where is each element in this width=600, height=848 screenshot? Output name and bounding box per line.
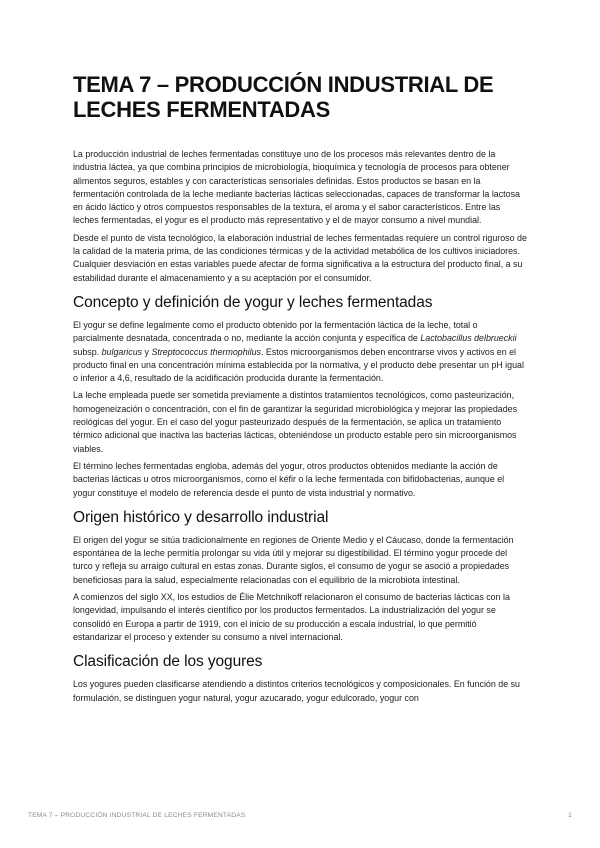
- document-page: [73, 72, 527, 705]
- concepto-paragraph-2: La leche empleada puede ser sometida previamente a distintos tratamientos tecnológicos, como pasteurización, homogeneización o concentración, con el fin de garantizar la seguridad microbiológica y mejorar las propiedades reológicas del yogur. En el caso del yogur pasteurizado después de la fermentación, se aplica un tratamiento térmico adicional que inactiva las bacterias lácticas, obteniéndose un producto estable pero sin microorganismos viables.: [73, 390, 518, 454]
- section-heading-concepto: Concepto y definición de yogur y leches fermentadas: [73, 293, 433, 311]
- text-run: subsp.: [73, 346, 102, 357]
- page-title: TEMA 7 – PRODUCCIÓN INDUSTRIAL DE LECHES FERMENTADAS: [73, 72, 494, 122]
- text-run: El yogur se define legalmente como el producto obtenido por la fermentación láctica de la leche, total o parcialmente desnatada, concentrada o no, mediante la acción conjunta y específica de: [73, 319, 478, 344]
- intro-paragraph-1: La producción industrial de leches fermentadas constituye uno de los procesos más relevantes dentro de la industria láctea, ya que combina principios de microbiología, bioquímica y tecnología de procesos para obtener alimentos seguros, estables y con características sensoriales definidas. Estos productos se basan en la fermentación controlada de la leche mediante bacterias lácticas seleccionadas, capaces de transformar la lactosa en ácido láctico y otros compuestos responsables de la textura, el aroma y el sabor característicos. Entre las leches fermentadas, el yogur es el producto más representativo y el de mayor consumo a nivel mundial.: [73, 149, 520, 226]
- origen-paragraph-1: El origen del yogur se sitúa tradicionalmente en regiones de Oriente Medio y el Cáucaso, donde la fermentación espontánea de la leche permitía prolongar su vida útil y mejorar su digestibilidad. El término yogur procede del turco y refleja su arraigo cultural en estas zonas. Durante siglos, el consumo de yogur se asoció a propiedades beneficiosas para la salud, especialmente relacionadas con el equilibrio de la microbiota intestinal.: [73, 534, 514, 585]
- text-run: y: [142, 346, 152, 357]
- intro-paragraph-2: Desde el punto de vista tecnológico, la elaboración industrial de leches fermentadas requiere un control riguroso de la calidad de la materia prima, de las condiciones térmicas y de la actividad metabólica de los cultivos iniciadores. Cualquier desviación en estas variables puede afectar de forma significativa a la estructura del producto final, a su estabilidad durante el almacenamiento y a su aceptación por el consumidor.: [73, 232, 527, 283]
- concepto-paragraph-3: El término leches fermentadas engloba, además del yogur, otros productos obtenidos mediante la acción de bacterias lácticas u otros microorganismos, como el kéfir o la leche fermentada con bifidobacterias, aunque el yogur constituye el modelo de referencia desde el punto de vista industrial y normativo.: [73, 460, 505, 498]
- clasificacion-paragraph-1: Los yogures pueden clasificarse atendiendo a distintos criterios tecnológicos y composicionales. En función de su formulación, se distinguen yogur natural, yogur azucarado, yogur edulcorado, yogur con: [73, 679, 520, 703]
- concepto-paragraph-1: [73, 319, 527, 385]
- species-name: Lactobacillus delbrueckii: [420, 333, 517, 344]
- origen-paragraph-2: A comienzos del siglo XX, los estudios de Élie Metchnikoff relacionaron el consumo de bacterias lácticas con la longevidad, impulsando el interés científico por los productos fermentados. La industrialización del yogur se consolidó en Europa a partir de 1919, con el inicio de su producción a escala industrial, lo que permitió estandarizar el proceso y extender su consumo a nivel internacional.: [73, 592, 510, 642]
- page-number: 1: [568, 812, 572, 819]
- species-name: bulgaricus: [101, 346, 143, 357]
- text-run: . Estos microorganismos deben encontrarse vivos y activos en el producto final en una concentración mínima establecida por la normativa, y el producto debe presentar un pH igual o inferior a 4,6, resultado de la acidificación producida durante la fermentación.: [73, 346, 524, 384]
- footer-running-title: TEMA 7 – PRODUCCIÓN INDUSTRIAL DE LECHES FERMENTADAS: [28, 812, 246, 819]
- page-footer: [28, 812, 572, 819]
- section-heading-origen: Origen histórico y desarrollo industrial: [73, 508, 329, 526]
- section-heading-clasificacion: Clasificación de los yogures: [73, 653, 263, 671]
- species-name: Streptococcus thermophilus: [151, 346, 261, 357]
